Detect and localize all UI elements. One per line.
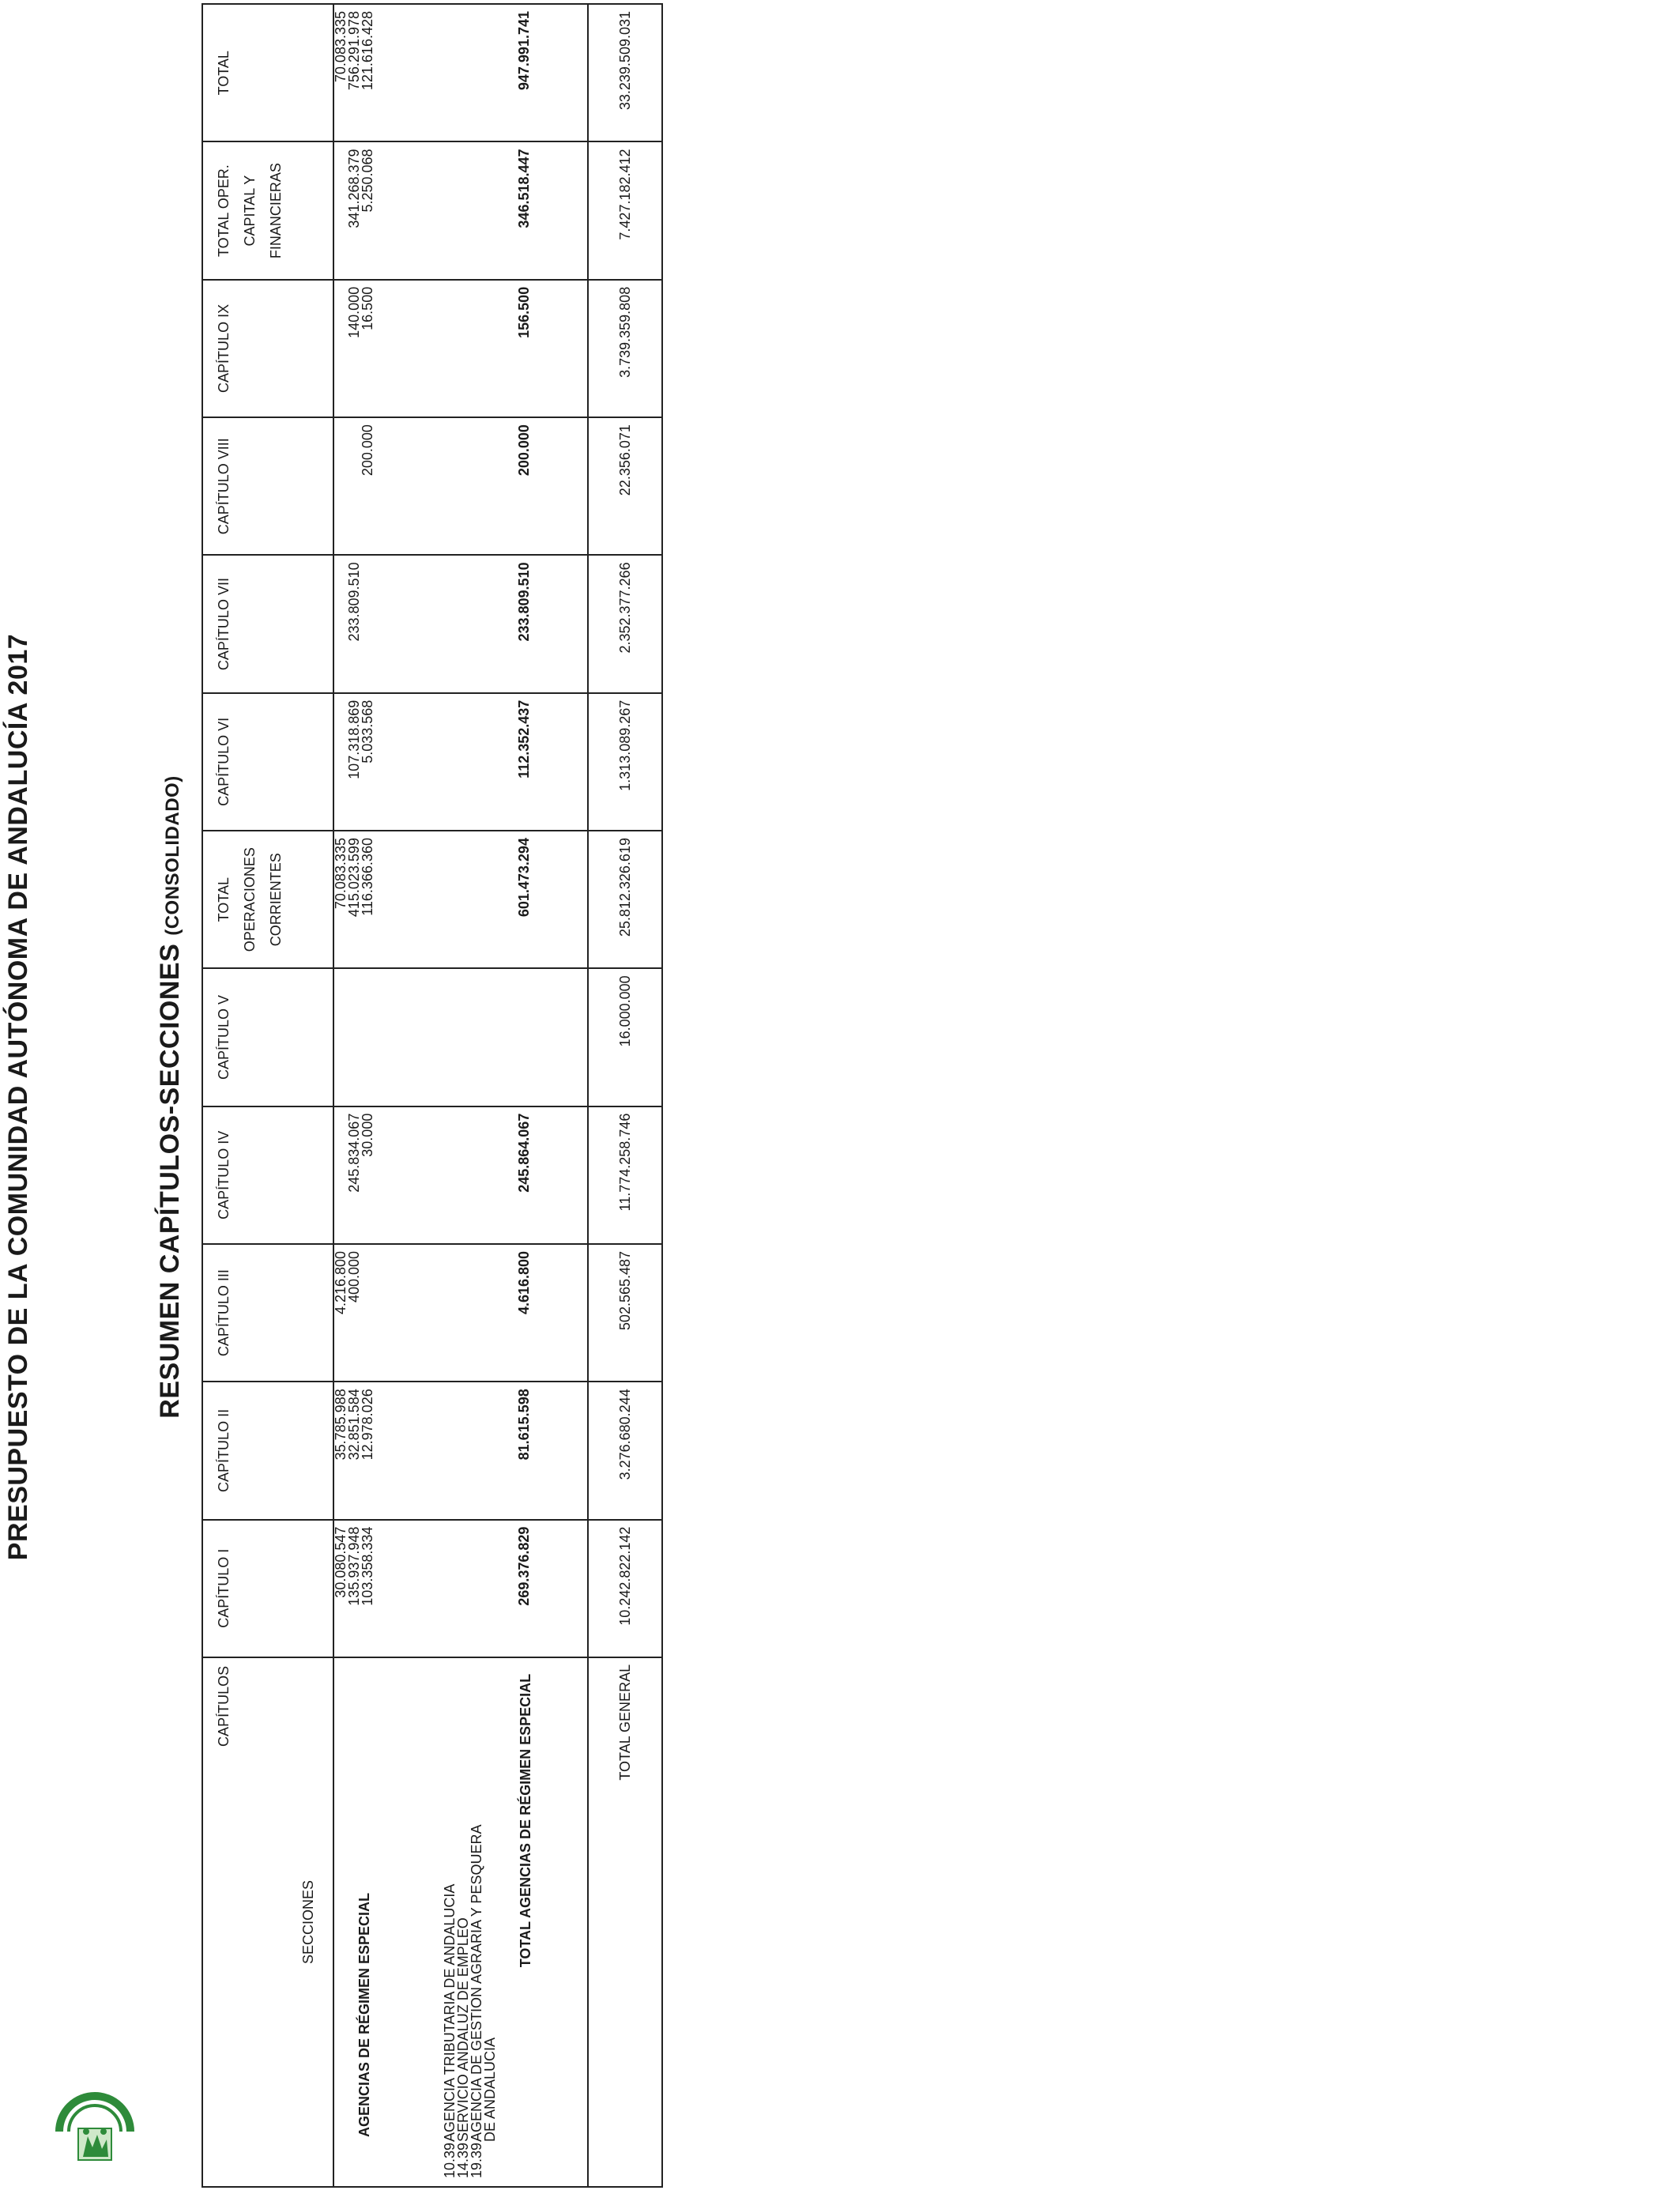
column-header: CAPÍTULO IV (202, 1106, 333, 1244)
budget-table (202, 3, 663, 2188)
agency-value: 12.978.026 (360, 1389, 375, 1461)
subtotal-value: 346.518.447 (516, 149, 532, 228)
agency-value: 70.083.335 (333, 11, 348, 83)
agency-value: 35.785.988 (333, 1389, 348, 1461)
agency-value: 5.250.068 (360, 149, 375, 213)
agencies-row (333, 4, 588, 2187)
total-value: 7.427.182.412 (588, 141, 662, 279)
page-subtitle (155, 0, 186, 2194)
total-value: 33.239.509.031 (588, 4, 662, 141)
agency-value (334, 975, 348, 1099)
value-cell (333, 1106, 588, 1244)
column-header: CAPÍTULO III (202, 1244, 333, 1382)
value-cell (333, 693, 588, 831)
agency-value: 245.834.067 (346, 1113, 362, 1193)
total-value: 3.276.680.244 (588, 1382, 662, 1519)
subtotal-value: 947.991.741 (516, 11, 532, 91)
value-cell (333, 555, 588, 692)
agency-value: 4.216.800 (333, 1250, 348, 1315)
agency-value: 140.000 (346, 286, 362, 338)
subtotal-value: 112.352.437 (516, 699, 532, 778)
agency-value: 233.809.510 (346, 562, 362, 642)
agency-value (348, 975, 361, 1099)
table-header-row (202, 4, 333, 2187)
value-cell (333, 280, 588, 417)
subtitle-main: RESUMEN CAPÍTULOS-SECCIONES (155, 943, 185, 1419)
agency-value: 400.000 (346, 1250, 362, 1303)
agency-value: 116.366.360 (360, 838, 375, 916)
junta-de-andalucia-logo-icon (47, 2085, 142, 2178)
agency-value: 121.616.428 (360, 11, 375, 91)
column-header: CAPÍTULO II (202, 1382, 333, 1519)
secciones-label: SECCIONES (300, 1879, 316, 1964)
total-value: 25.812.326.619 (588, 831, 662, 968)
agency-value: 200.000 (360, 424, 375, 477)
agency-value: 107.318.869 (346, 699, 362, 779)
column-header: TOTAL OPERACIONES CORRIENTES (202, 831, 333, 968)
agency-value: 5.033.568 (360, 699, 375, 763)
subtotal-value: 200.000 (516, 424, 532, 477)
column-header: CAPÍTULO VI (202, 693, 333, 831)
column-header: CAPÍTULO V (202, 968, 333, 1106)
page-title: PRESUPUESTO DE LA COMUNIDAD AUTÓNOMA DE ANDALUCÍA 2017 (3, 633, 33, 1561)
value-cell (333, 968, 588, 1106)
corner-header (202, 1657, 333, 2187)
total-value: 2.352.377.266 (588, 555, 662, 692)
value-cell (333, 1520, 588, 1657)
column-header: TOTAL (202, 4, 333, 141)
total-general-label: TOTAL GENERAL (588, 1657, 662, 2187)
column-header: CAPÍTULO VII (202, 555, 333, 692)
value-cell (333, 417, 588, 555)
column-header: CAPÍTULO I (202, 1520, 333, 1657)
agency-value (334, 424, 348, 548)
total-general-row (588, 4, 662, 2187)
column-header: CAPÍTULO VIII (202, 417, 333, 555)
value-cell (333, 4, 588, 141)
sections-cell (333, 1657, 588, 2187)
agency-value: 32.851.584 (346, 1389, 362, 1461)
agency-value: 415.023.599 (346, 838, 362, 918)
agency-value: 341.268.379 (346, 149, 362, 228)
subtotal-value: 156.500 (516, 286, 532, 338)
value-cell (333, 1244, 588, 1382)
agency-value: 756.291.978 (346, 11, 362, 91)
agency-value: 135.937.948 (346, 1526, 362, 1606)
subtotal-value: 269.376.829 (516, 1526, 532, 1606)
list-item: 10.39 AGENCIA TRIBUTARIA DE ANDALUCIA (442, 1883, 458, 2178)
total-value: 11.774.258.746 (588, 1106, 662, 1244)
list-item: 19.39 AGENCIA DE GESTION AGRARIA Y PESQUERA DE ANDALUCIA (469, 1825, 498, 2178)
column-header: CAPÍTULO IX (202, 280, 333, 417)
subtotal-value: 81.615.598 (516, 1389, 532, 1461)
subtotal-label: TOTAL AGENCIAS DE RÉGIMEN ESPECIAL (518, 1673, 533, 1968)
agency-value: 30.000 (360, 1113, 375, 1157)
total-value: 3.739.359.808 (588, 280, 662, 417)
total-value: 1.313.089.267 (588, 693, 662, 831)
value-cell (333, 141, 588, 279)
agency-value (361, 975, 375, 1099)
agency-value (361, 1251, 375, 1374)
agency-value: 30.080.547 (333, 1526, 348, 1598)
value-cell (333, 831, 588, 968)
list-item: 14.39 SERVICIO ANDALUZ DE EMPLEO (455, 1917, 471, 2178)
capitulos-label: CAPÍTULOS (216, 1665, 232, 1747)
agency-value: 103.358.334 (360, 1526, 375, 1606)
column-header: TOTAL OPER. CAPITAL Y FINANCIERAS (202, 141, 333, 279)
total-value: 22.356.071 (588, 417, 662, 555)
subtitle-note: (CONSOLIDADO) (162, 775, 183, 936)
value-cell (333, 1382, 588, 1519)
group-header: AGENCIAS DE RÉGIMEN ESPECIAL (356, 1892, 372, 2137)
agency-value (361, 562, 375, 685)
total-value: 10.242.822.142 (588, 1520, 662, 1657)
subtotal-value: 245.864.067 (516, 1113, 532, 1193)
agency-value: 70.083.335 (333, 838, 348, 910)
agency-list (443, 1674, 497, 2178)
subtotal-value: 233.809.510 (516, 562, 532, 642)
subtotal-value: 601.473.294 (516, 838, 532, 918)
total-value: 16.000.000 (588, 968, 662, 1106)
agency-value: 16.500 (360, 286, 375, 330)
total-value: 502.565.487 (588, 1244, 662, 1382)
subtotal-value: 4.616.800 (516, 1250, 532, 1315)
